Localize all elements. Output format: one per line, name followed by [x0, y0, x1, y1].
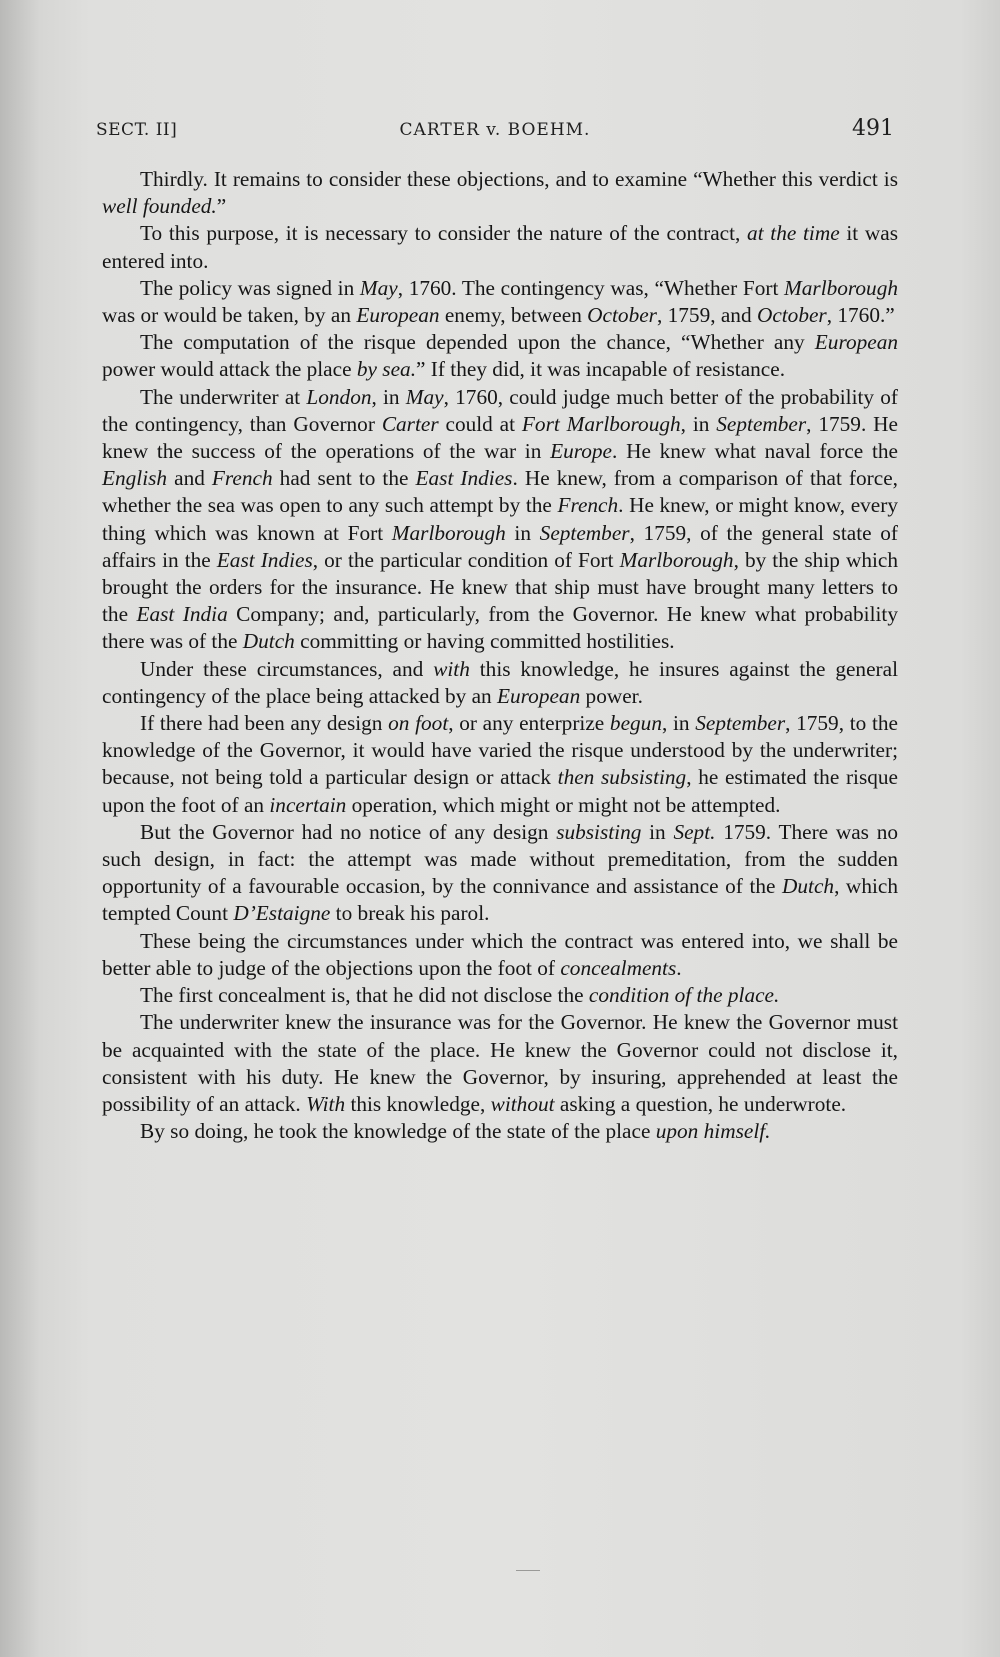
paragraph: The computation of the risque depended upon the chance, “Whether any European power would attack the place by sea.” If they did, it was incapable of resistance.	[102, 330, 898, 382]
footer-rule	[516, 1570, 540, 1571]
page-number: 491	[852, 116, 894, 141]
paragraph: The underwriter knew the insurance was for the Governor. He knew the Governor must be acquainted with the state of the place. He knew the Governor could not disclose it, consistent with his duty. He knew the Governor, by insuring, apprehended at least the possibility of an attack. With this knowledge, without asking a question, he underwrote.	[102, 1010, 898, 1116]
paragraph: The policy was signed in May, 1760. The contingency was, “Whether Fort Marlborough was or would be taken, by an European enemy, between October, 1759, and October, 1760.”	[102, 275, 898, 328]
paragraph: Under these circumstances, and with this knowledge, he insures against the general contingency of the place being attacked by an European power.	[102, 656, 898, 708]
paragraph: The underwriter at London, in May, 1760, could judge much better of the probability of the contingency, than Governor Carter could at Fort Marlborough, in September, 1759. He knew the success of the operations of the war in Europe. He knew what naval force the English and French had sent to the East Indies. He knew, from a comparison of that force, whether the sea was open to any such attempt by the French. He knew, or might know, every thing which was known at Fort Marlborough in September, 1759, of the general state of affairs in the East Indies, or the particular condition of Fort Marlborough, by the ship which brought the orders for the insurance. He knew that ship must have brought many letters to the East India Company; and, particularly, from the Governor. He knew what probability there was of the Dutch committing or having committed hostilities.	[102, 384, 899, 654]
running-header	[96, 116, 894, 146]
paragraph: By so doing, he took the knowledge of the state of the place upon himself.	[140, 1119, 771, 1144]
case-title: CARTER v. BOEHM.	[399, 120, 591, 140]
page-body	[102, 166, 898, 1145]
section-label: SECT. II]	[96, 120, 178, 140]
paragraph: The first concealment is, that he did not disclose the condition of the place.	[140, 983, 780, 1008]
paragraph: These being the circumstances under which the contract was entered into, we shall be better able to judge of the objections upon the foot of concealments.	[102, 928, 898, 980]
paragraph: But the Governor had no notice of any design subsisting in Sept. 1759. There was no such design, in fact: the attempt was made without premeditation, from the sudden opportunity of a favourable occasion, by the connivance and assistance of the Dutch, which tempted Count D’Estaigne to break his parol.	[102, 819, 898, 926]
paragraph: Thirdly. It remains to consider these objections, and to examine “Whether this verdict is well founded.”	[102, 167, 898, 219]
paragraph: If there had been any design on foot, or any enterprize begun, in September, 1759, to the knowledge of the Governor, it would have varied the risque understood by the underwriter; because, not being told a particular design or attack then subsisting, he estimated the risque upon the foot of an incertain operation, which might or might not be attempted.	[102, 711, 898, 817]
paragraph: To this purpose, it is necessary to consider the nature of the contract, at the time it was entered into.	[102, 221, 898, 273]
